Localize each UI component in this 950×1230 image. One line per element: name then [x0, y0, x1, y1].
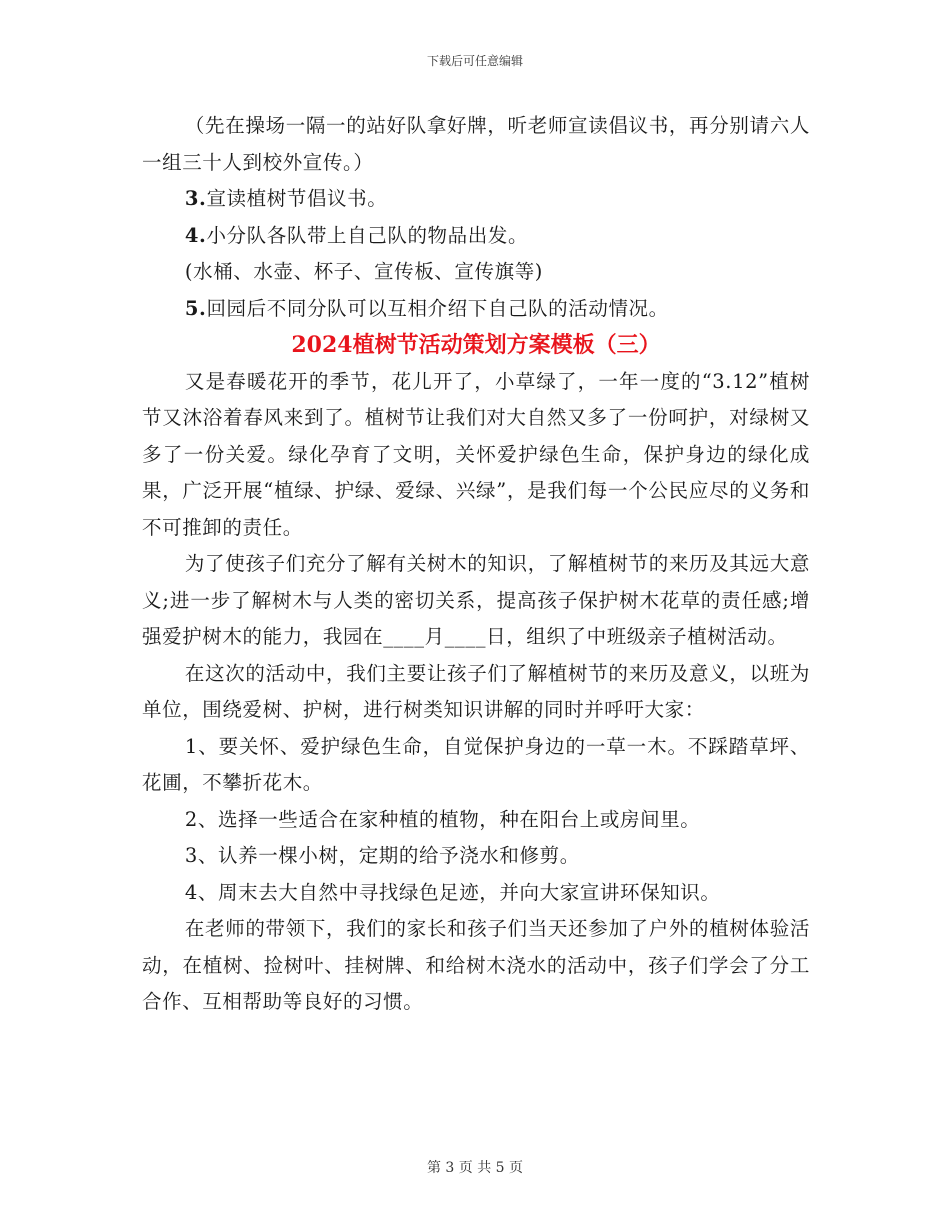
item-number: 5. — [184, 296, 207, 320]
paragraph-purpose: 为了使孩子们充分了解有关树木的知识，了解植树节的来历及其远大意义;进一步了解树木与人类的密切关系，提高孩子保护树木花草的责任感;增强爱护树木的能力，我园在____月____日，组织了中班级亲子植树活动。 — [142, 552, 810, 648]
numbered-item-4 — [142, 218, 810, 255]
paragraph-intro: 又是春暖花开的季节，花儿开了，小草绿了，一年一度的“3.12”植树节又沐浴着春风来到了。植树节让我们对大自然又多了一份呵护，对绿树又多了一份关爱。绿化孕育了文明，关怀爱护绿色生命，保护身边的绿化成果，广泛开展“植绿、护绿、爱绿、兴绿”，是我们每一个公民应尽的义务和不可推卸的责任。 — [142, 369, 810, 539]
item-number: 3. — [184, 187, 207, 210]
paragraph-1: （先在操场一隔一的站好队拿好牌，听老师宣读倡议书，再分别请六人一组三十人到校外宣传。） — [142, 114, 810, 174]
item-text: 回园后不同分队可以互相介绍下自己队的活动情况。 — [206, 296, 669, 320]
list-item-3: 3、认养一棵小树，定期的给予浇水和修剪。 — [184, 844, 580, 867]
page-footer: 第 3 页 共 5 页 — [426, 1160, 524, 1176]
page-header: 下载后可任意编辑 — [426, 54, 523, 68]
numbered-item-5 — [142, 291, 810, 328]
paragraph-activity: 在这次的活动中，我们主要让孩子们了解植树节的来历及意义，以班为单位，围绕爱树、护树，进行树类知识讲解的同时并呼吁大家： — [142, 661, 810, 721]
numbered-item-3 — [142, 181, 810, 218]
list-item-4: 4、周末去大自然中寻找绿色足迹，并向大家宣讲环保知识。 — [184, 880, 721, 904]
document-body — [142, 108, 810, 1021]
item-text: 小分队各队带上自己队的物品出发。 — [206, 223, 529, 247]
list-item-2: 2、选择一些适合在家种植的植物，种在阳台上或房间里。 — [184, 807, 701, 831]
paragraph-materials: (水桶、水壶、杯子、宣传板、宣传旗等) — [184, 260, 544, 283]
section-heading: 2024植树节活动策划方案模板（三） — [291, 332, 661, 358]
paragraph-conclusion: 在老师的带领下，我们的家长和孩子们当天还参加了户外的植树体验活动，在植树、捡树叶、挂树牌、和给树木浇水的活动中，孩子们学会了分工合作、互相帮助等良好的习惯。 — [142, 917, 810, 1013]
list-item-1: 1、要关怀、爱护绿色生命，自觉保护身边的一草一木。不踩踏草坪、花圃，不攀折花木。 — [142, 734, 810, 794]
item-number: 4. — [184, 223, 207, 247]
item-text: 宣读植树节倡议书。 — [206, 187, 388, 210]
